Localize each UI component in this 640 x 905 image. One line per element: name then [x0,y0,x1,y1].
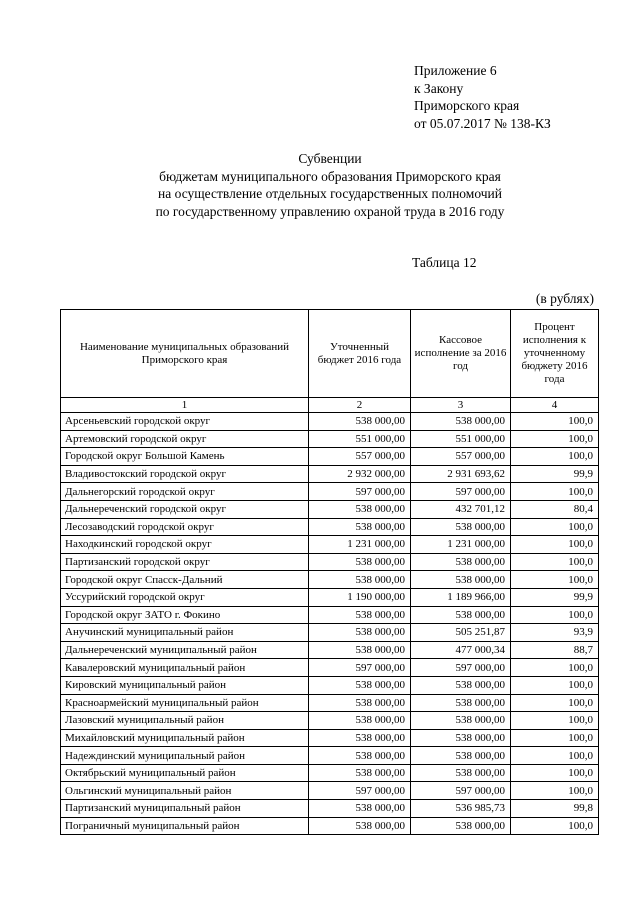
actual-cell: 538 000,00 [411,571,511,589]
title-line: на осуществление отдельных государственных полномочий [158,186,502,201]
actual-cell: 538 000,00 [411,817,511,835]
percent-cell: 99,9 [511,465,599,483]
table-row [61,518,599,536]
table-row [61,606,599,624]
actual-cell: 597 000,00 [411,483,511,501]
actual-cell: 477 000,34 [411,641,511,659]
municipality-name: Кавалеровский муниципальный район [61,659,309,677]
percent-cell: 100,0 [511,747,599,765]
percent-cell: 100,0 [511,413,599,431]
budget-cell: 557 000,00 [309,448,411,466]
units-note: (в рублях) [535,291,594,306]
column-number: 4 [511,398,599,413]
table-row [61,747,599,765]
municipality-name: Анучинский муниципальный район [61,624,309,642]
table-row [61,659,599,677]
municipality-name: Надеждинский муниципальный район [61,747,309,765]
actual-cell: 538 000,00 [411,606,511,624]
appendix-block [414,62,551,132]
actual-cell: 432 701,12 [411,500,511,518]
percent-cell: 100,0 [511,694,599,712]
budget-cell: 538 000,00 [309,747,411,765]
budget-cell: 597 000,00 [309,659,411,677]
header-budget: Уточненный бюджет 2016 года [309,310,411,398]
budget-cell: 538 000,00 [309,729,411,747]
budget-cell: 538 000,00 [309,518,411,536]
municipality-name: Дальнереченский городской округ [61,500,309,518]
percent-cell: 100,0 [511,729,599,747]
header-row [61,310,599,398]
budget-cell: 538 000,00 [309,624,411,642]
budget-cell: 597 000,00 [309,483,411,501]
percent-cell: 88,7 [511,641,599,659]
budget-cell: 538 000,00 [309,694,411,712]
percent-cell: 100,0 [511,712,599,730]
percent-cell: 100,0 [511,606,599,624]
municipality-name: Михайловский муниципальный район [61,729,309,747]
percent-cell: 100,0 [511,483,599,501]
appendix-line: к Закону [414,80,464,96]
appendix-line: Приморского края [414,98,520,113]
table-row [61,571,599,589]
table-row [61,782,599,800]
table-row [61,817,599,835]
header-name: Наименование муниципальных образований Приморского края [61,310,309,398]
percent-cell: 100,0 [511,571,599,589]
budget-cell: 538 000,00 [309,817,411,835]
percent-cell: 100,0 [511,782,599,800]
actual-cell: 2 931 693,62 [411,465,511,483]
municipality-name: Городской округ ЗАТО г. Фокино [61,606,309,624]
actual-cell: 538 000,00 [411,694,511,712]
percent-cell: 100,0 [511,553,599,571]
municipality-name: Дальнегорский городской округ [61,483,309,501]
actual-cell: 536 985,73 [411,800,511,818]
municipality-name: Красноармейский муниципальный район [61,694,309,712]
budget-cell: 538 000,00 [309,606,411,624]
municipality-name: Городской округ Большой Камень [61,448,309,466]
percent-cell: 99,8 [511,800,599,818]
table-row [61,641,599,659]
budget-cell: 538 000,00 [309,641,411,659]
budget-cell: 538 000,00 [309,712,411,730]
actual-cell: 1 189 966,00 [411,588,511,606]
column-number: 3 [411,398,511,413]
table-row [61,676,599,694]
table-row [61,712,599,730]
actual-cell: 538 000,00 [411,676,511,694]
municipality-name: Ольгинский муниципальный район [61,782,309,800]
table-row [61,465,599,483]
actual-cell: 551 000,00 [411,430,511,448]
municipality-name: Пограничный муниципальный район [61,817,309,835]
table-row [61,764,599,782]
budget-cell: 538 000,00 [309,800,411,818]
title-line: Субвенции [298,151,362,166]
table-row [61,694,599,712]
percent-cell: 100,0 [511,817,599,835]
percent-cell: 100,0 [511,536,599,554]
header-actual: Кассовое исполнение за 2016 год [411,310,511,398]
table-label: Таблица 12 [412,255,477,270]
municipality-name: Лазовский муниципальный район [61,712,309,730]
column-number: 1 [61,398,309,413]
budget-cell: 538 000,00 [309,413,411,431]
actual-cell: 538 000,00 [411,764,511,782]
actual-cell: 538 000,00 [411,747,511,765]
table-row [61,624,599,642]
percent-cell: 93,9 [511,624,599,642]
budget-cell: 538 000,00 [309,676,411,694]
budget-cell: 597 000,00 [309,782,411,800]
actual-cell: 505 251,87 [411,624,511,642]
actual-cell: 538 000,00 [411,712,511,730]
appendix-line: Приложение 6 [414,63,497,78]
percent-cell: 100,0 [511,676,599,694]
municipality-name: Партизанский городской округ [61,553,309,571]
municipality-name: Владивостокский городской округ [61,465,309,483]
municipality-name: Уссурийский городской округ [61,588,309,606]
municipality-name: Арсеньевский городской округ [61,413,309,431]
percent-cell: 99,9 [511,588,599,606]
column-number: 2 [309,398,411,413]
table-row [61,800,599,818]
municipality-name: Артемовский городской округ [61,430,309,448]
actual-cell: 1 231 000,00 [411,536,511,554]
budget-cell: 1 190 000,00 [309,588,411,606]
budget-cell: 2 932 000,00 [309,465,411,483]
actual-cell: 538 000,00 [411,553,511,571]
actual-cell: 538 000,00 [411,518,511,536]
municipality-name: Городской округ Спасск-Дальний [61,571,309,589]
percent-cell: 100,0 [511,430,599,448]
table-row [61,483,599,501]
table-row [61,588,599,606]
municipality-name: Находкинский городской округ [61,536,309,554]
table-row [61,430,599,448]
budget-cell: 1 231 000,00 [309,536,411,554]
actual-cell: 538 000,00 [411,729,511,747]
percent-cell: 80,4 [511,500,599,518]
municipality-name: Октябрьский муниципальный район [61,764,309,782]
subsidy-table [60,309,599,835]
table-row [61,553,599,571]
appendix-line: от 05.07.2017 № 138-КЗ [414,115,551,131]
column-number-row [61,398,599,413]
municipality-name: Лесозаводский городской округ [61,518,309,536]
budget-cell: 538 000,00 [309,553,411,571]
header-percent: Процент исполнения к уточненному бюджету 2016 года [511,310,599,398]
municipality-name: Дальнереченский муниципальный район [61,641,309,659]
table-row [61,448,599,466]
budget-cell: 538 000,00 [309,500,411,518]
table-row [61,413,599,431]
table-row [61,500,599,518]
municipality-name: Партизанский муниципальный район [61,800,309,818]
budget-cell: 538 000,00 [309,764,411,782]
percent-cell: 100,0 [511,659,599,677]
title-line: по государственному управлению охраной труда в 2016 году [155,203,505,219]
title-line: бюджетам муниципального образования Приморского края [159,168,501,184]
table-row [61,729,599,747]
percent-cell: 100,0 [511,448,599,466]
budget-cell: 538 000,00 [309,571,411,589]
percent-cell: 100,0 [511,518,599,536]
document-title [0,150,640,220]
actual-cell: 557 000,00 [411,448,511,466]
table-row [61,536,599,554]
municipality-name: Кировский муниципальный район [61,676,309,694]
percent-cell: 100,0 [511,764,599,782]
actual-cell: 597 000,00 [411,782,511,800]
actual-cell: 538 000,00 [411,413,511,431]
budget-cell: 551 000,00 [309,430,411,448]
actual-cell: 597 000,00 [411,659,511,677]
